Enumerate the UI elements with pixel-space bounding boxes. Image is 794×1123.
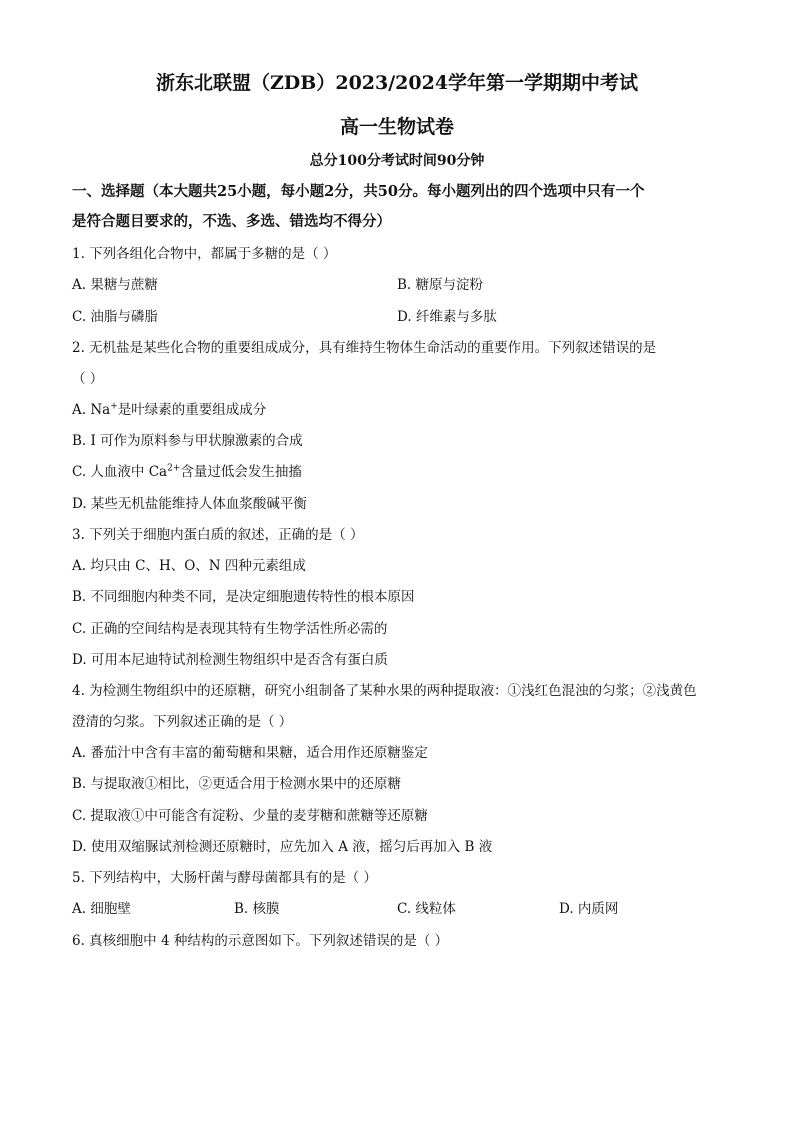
question-2-option-a-pre: A. Na (72, 402, 111, 418)
question-1-stem: 1. 下列各组化合物中，都属于多糖的是（ ） (72, 246, 337, 262)
question-4-stem-line1: 4. 为检测生物组织中的还原糖，研究小组制备了某种水果的两种提取液：①浅红色混浊的匀浆；②浅黄色 (72, 683, 697, 699)
question-2-option-c (72, 463, 302, 481)
question-4-option-a: A. 番茄汁中含有丰富的葡萄糖和果糖，适合用作还原糖鉴定 (72, 745, 428, 761)
question-2-option-c-pre: C. 人血液中 Ca (72, 464, 168, 480)
question-1-option-d: D. 纤维素与多肽 (397, 309, 497, 325)
question-3-option-b: B. 不同细胞内种类不同，是决定细胞遗传特性的根本原因 (72, 589, 415, 605)
exam-title: 浙东北联盟（ZDB）2023/2024学年第一学期期中考试 (155, 72, 639, 94)
question-2-option-a-post: 是叶绿素的重要组成成分 (117, 402, 267, 418)
question-3-option-d: D. 可用本尼迪特试剂检测生物组织中是否含有蛋白质 (72, 652, 388, 668)
question-2-option-c-post: 含量过低会发生抽搐 (180, 464, 302, 480)
question-2-option-a (72, 401, 266, 419)
question-3-stem: 3. 下列关于细胞内蛋白质的叙述，正确的是（ ） (72, 527, 364, 543)
question-6-stem: 6. 真核细胞中 4 种结构的示意图如下。下列叙述错误的是（ ） (72, 933, 449, 949)
question-1-option-b: B. 糖原与淀粉 (397, 277, 484, 293)
sodium-charge: + (110, 401, 118, 412)
calcium-charge: 2+ (167, 463, 181, 474)
question-2-option-b: B. I 可作为原料参与甲状腺激素的合成 (72, 433, 303, 449)
question-4-stem-line2: 澄清的匀浆。下列叙述正确的是（ ） (72, 714, 293, 730)
question-5-option-c: C. 线粒体 (397, 901, 456, 917)
question-5-stem: 5. 下列结构中，大肠杆菌与酵母菌都具有的是（ ） (72, 870, 377, 886)
section-heading-line2: 是符合题目要求的，不选、多选、错选均不得分） (72, 213, 391, 230)
question-4-option-d: D. 使用双缩脲试剂检测还原糖时，应先加入 A 液，摇匀后再加入 B 液 (72, 839, 493, 855)
question-1-option-a: A. 果糖与蔗糖 (72, 277, 158, 293)
question-2-stem-line1: 2. 无机盐是某些化合物的重要组成成分，具有维持生物体生命活动的重要作用。下列叙述错误的是 (72, 340, 657, 356)
question-1-option-c: C. 油脂与磷脂 (72, 309, 158, 325)
exam-info: 总分100分考试时间90分钟 (309, 153, 485, 169)
exam-subtitle: 高一生物试卷 (339, 116, 454, 138)
question-4-option-b: B. 与提取液①相比，②更适合用于检测水果中的还原糖 (72, 776, 402, 792)
question-2-option-d: D. 某些无机盐能维持人体血浆酸碱平衡 (72, 496, 307, 512)
question-3-option-c: C. 正确的空间结构是表现其特有生物学活性所必需的 (72, 621, 388, 637)
question-4-option-c: C. 提取液①中可能含有淀粉、少量的麦芽糖和蔗糖等还原糖 (72, 808, 428, 824)
question-5-option-b: B. 核膜 (234, 901, 280, 917)
section-heading-line1: 一、选择题（本大题共25小题，每小题2分，共50分。每小题列出的四个选项中只有一个 (72, 183, 645, 200)
question-2-stem-line2: （ ） (72, 371, 104, 387)
question-3-option-a: A. 均只由 C、H、O、N 四种元素组成 (72, 558, 306, 574)
question-5-option-d: D. 内质网 (559, 901, 619, 917)
question-5-option-a: A. 细胞壁 (72, 901, 131, 917)
